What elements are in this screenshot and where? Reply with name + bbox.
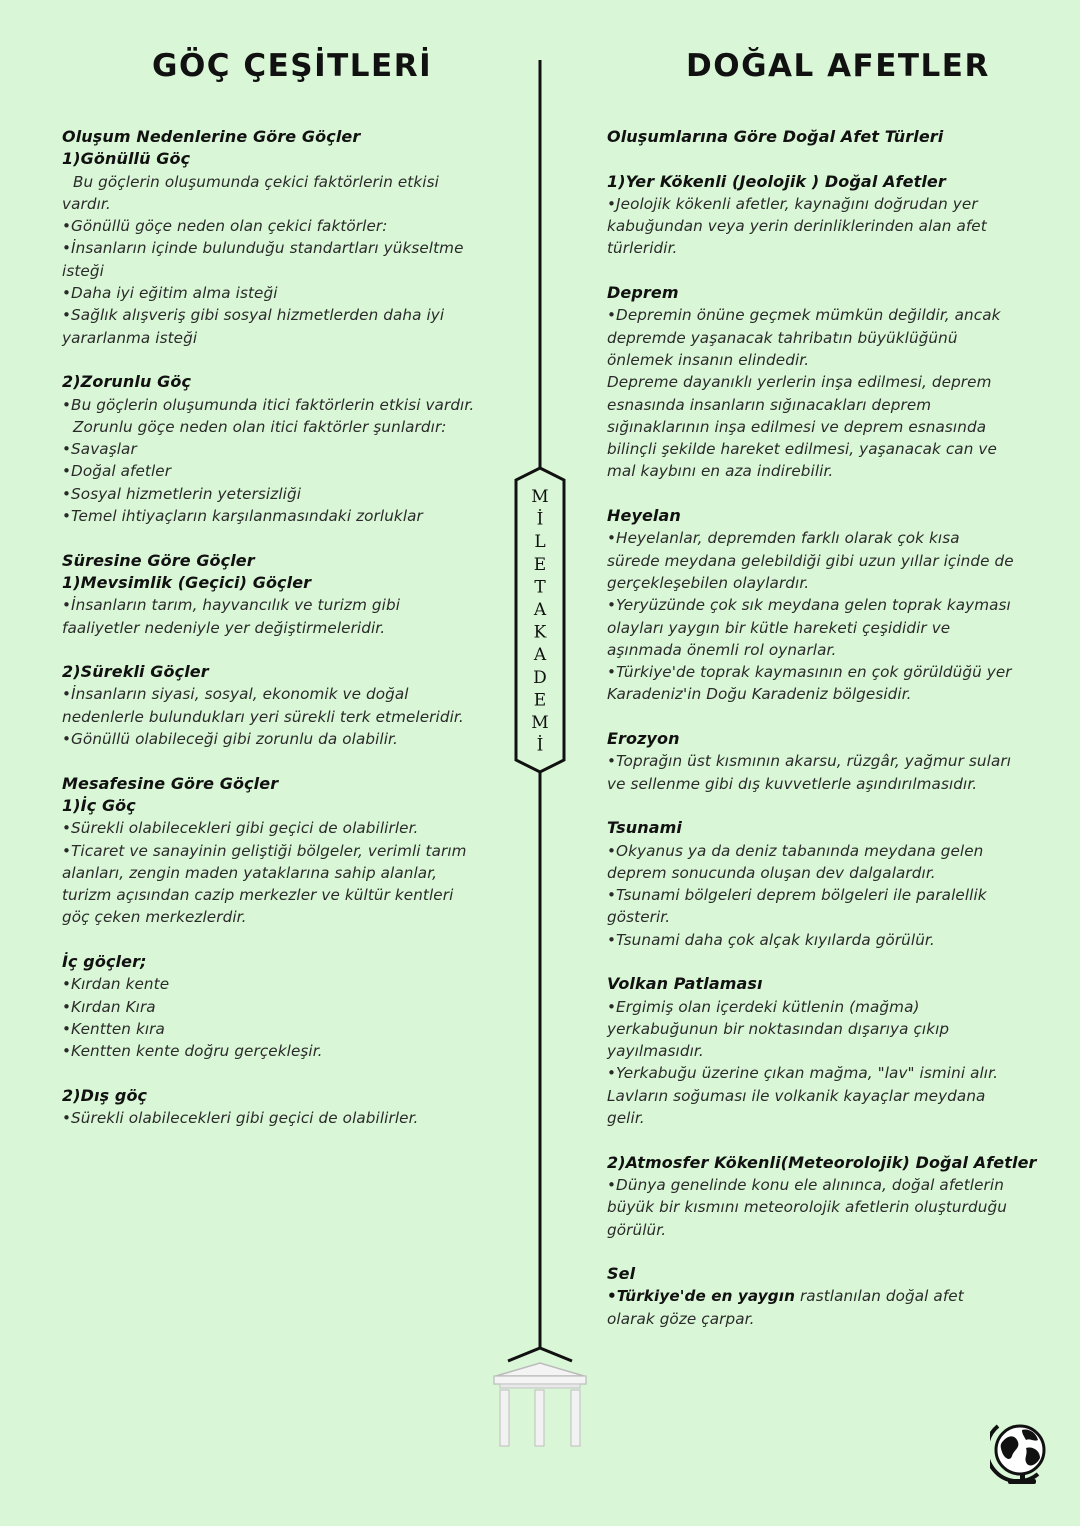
- right-heading: Oluşumlarına Göre Doğal Afet Türleri: [607, 127, 944, 146]
- right-text-line: kabuğundan veya yerin derinliklerinden alan afet: [607, 217, 987, 236]
- right-column-content: [607, 126, 1037, 1330]
- vertical-divider: [490, 58, 590, 1450]
- right-heading: 1)Yer Kökenli (Jeolojik ) Doğal Afetler: [607, 171, 946, 191]
- left-text-line: alanları, zengin maden yataklarına sahip alanlar,: [62, 863, 438, 882]
- right-spacer: [607, 795, 1037, 817]
- left-heading: Mesafesine Göre Göçler: [62, 773, 279, 793]
- left-heading: 2)Zorunlu Göç: [62, 372, 192, 392]
- right-spacer: [607, 148, 1037, 170]
- right-text-line: •Türkiye'de toprak kaymasının en çok görüldüğü yer: [607, 663, 1012, 682]
- right-text-line: Lavların soğuması ile volkanik kayaçlar meydana: [607, 1086, 986, 1105]
- right-text-line: mal kaybını en aza indirebilir.: [607, 462, 834, 481]
- left-heading: İç göçler;: [62, 951, 147, 971]
- left-text-line: •Doğal afetler: [62, 462, 172, 481]
- right-text-line: •Heyelanlar, depremden farklı olarak çok kısa: [607, 529, 960, 548]
- right-column-title: DOĞAL AFETLER: [686, 48, 990, 84]
- right-text-line: Karadeniz'in Doğu Karadeniz bölgesidir.: [607, 685, 912, 704]
- right-text-fragment: rastlanılan doğal afet: [799, 1287, 964, 1306]
- divider-letter: A: [533, 645, 547, 666]
- right-text-line: [607, 1285, 1037, 1307]
- divider-letter: E: [533, 690, 547, 711]
- divider-letter: L: [534, 532, 546, 553]
- left-text-line: •Kırdan kente: [62, 975, 170, 994]
- left-spacer: [62, 750, 502, 772]
- left-spacer: [62, 1062, 502, 1084]
- left-text-line: •Gönüllü göçe neden olan çekici faktörler:: [62, 217, 388, 236]
- right-text-line: bilinçli şekilde hareket edilmesi, yaşanacak can ve: [607, 440, 997, 459]
- left-text-line: •Kentten kente doğru gerçekleşir.: [62, 1042, 323, 1061]
- right-text-line: önlemek insanın elindedir.: [607, 350, 810, 369]
- left-text-line: •Kentten kıra: [62, 1019, 165, 1038]
- divider-letter: D: [533, 667, 547, 688]
- left-text-line: •Daha iyi eğitim alma isteği: [62, 284, 278, 303]
- right-spacer: [607, 951, 1037, 973]
- left-text-line: vardır.: [62, 194, 111, 213]
- right-text-line: •Tsunami bölgeleri deprem bölgeleri ile paralellik: [607, 886, 987, 905]
- right-text-line: aşınmada önemli rol oynarlar.: [607, 640, 837, 659]
- left-text-line: •Bu göçlerin oluşumunda itici faktörlerin etkisi vardır.: [62, 395, 475, 414]
- right-text-line: ve sellenme gibi dış kuvvetlerle aşındırılmasıdır.: [607, 774, 978, 793]
- right-text-line: Depreme dayanıklı yerlerin inşa edilmesi, deprem: [607, 373, 992, 392]
- right-spacer: [607, 260, 1037, 282]
- right-text-line: esnasında insanların sığınacakları deprem: [607, 395, 932, 414]
- left-text-line: •Temel ihtiyaçların karşılanmasındaki zorluklar: [62, 507, 423, 526]
- left-text-line: Zorunlu göçe neden olan itici faktörler şunlardır:: [73, 417, 447, 436]
- globe-icon: [990, 1418, 1054, 1488]
- left-text-line: turizm açısından cazip merkezler ve kültür kentleri: [62, 886, 454, 905]
- right-text-line: olayları yaygın bir kütle hareketi çeşididir ve: [607, 618, 951, 637]
- left-text-line: faaliyetler nedeniyle yer değiştirmeleridir.: [62, 618, 386, 637]
- right-text-line: gösterir.: [607, 908, 671, 927]
- right-text-line: yerkabuğunun bir noktasından dışarıya çıkıp: [607, 1019, 950, 1038]
- right-text-line: yayılmasıdır.: [607, 1042, 704, 1061]
- left-text-line: •Sağlık alışveriş gibi sosyal hizmetlerden daha iyi: [62, 306, 445, 325]
- left-text-line: yararlanma isteği: [62, 328, 198, 347]
- right-heading: Volkan Patlaması: [607, 974, 763, 994]
- left-text-line: •Savaşlar: [62, 440, 137, 459]
- right-text-line: •Depremin önüne geçmek mümkün değildir, ancak: [607, 306, 1001, 325]
- left-heading: 1)Gönüllü Göç: [62, 149, 191, 169]
- divider-letter: M: [531, 487, 549, 507]
- divider-letter: K: [533, 622, 547, 643]
- left-text-line: •Kırdan Kıra: [62, 997, 156, 1016]
- right-text-line: gelir.: [607, 1109, 645, 1128]
- left-text-line: •Sürekli olabilecekleri gibi geçici de olabilirler.: [62, 819, 419, 838]
- right-text-line: gerçekleşebilen olaylardır.: [607, 573, 810, 592]
- divider-letter: A: [533, 600, 547, 620]
- right-heading: Tsunami: [607, 818, 682, 838]
- right-spacer: [607, 483, 1037, 505]
- left-spacer: [62, 639, 502, 661]
- right-text-line: deprem sonucunda oluşan dev dalgalardır.: [607, 863, 936, 882]
- divider-letter: İ: [536, 735, 544, 756]
- right-heading: Heyelan: [607, 506, 681, 526]
- right-text-line: •Yerkabuğu üzerine çıkan mağma, "lav" ismini alır.: [607, 1064, 998, 1083]
- right-text-line: •Yeryüzünde çok sık meydana gelen toprak kayması: [607, 596, 1011, 615]
- right-heading: 2)Atmosfer Kökenli(Meteorolojik) Doğal Afetler: [607, 1152, 1037, 1172]
- left-text-line: isteği: [62, 261, 104, 280]
- left-column-content: [62, 126, 502, 1129]
- divider-letter: İ: [536, 509, 544, 530]
- right-text-line: sığınaklarının inşa edilmesi ve deprem esnasında: [607, 417, 987, 436]
- right-heading: Erozyon: [607, 729, 680, 749]
- temple-icon: [494, 1348, 586, 1446]
- right-text-line: depremde yaşanacak tahribatın büyüklüğünü: [607, 328, 958, 347]
- left-text-line: •İnsanların siyasi, sosyal, ekonomik ve doğal: [62, 685, 409, 704]
- left-heading: 1)İç Göç: [62, 795, 136, 815]
- right-text-line: olarak göze çarpar.: [607, 1309, 755, 1328]
- right-text-line: büyük bir kısmını meteorolojik afetlerin oluşturduğu: [607, 1198, 1007, 1217]
- right-spacer: [607, 706, 1037, 728]
- left-text-line: •Sosyal hizmetlerin yetersizliği: [62, 484, 302, 503]
- right-text-line: sürede meydana gelebildiği gibi uzun yıllar içinde de: [607, 551, 1014, 570]
- left-heading: 1)Mevsimlik (Geçici) Göçler: [62, 572, 312, 592]
- left-heading: 2)Sürekli Göçler: [62, 662, 209, 682]
- left-heading: Oluşum Nedenlerine Göre Göçler: [62, 127, 361, 146]
- right-text-line: görülür.: [607, 1220, 667, 1239]
- divider-letters: [531, 487, 548, 756]
- right-text-line: •Dünya genelinde konu ele alınınca, doğal afetlerin: [607, 1175, 1004, 1194]
- left-text-line: •Gönüllü olabileceği gibi zorunlu da olabilir.: [62, 730, 398, 749]
- left-text-line: göç çeken merkezlerdir.: [62, 908, 247, 927]
- divider-letter: T: [534, 577, 546, 598]
- right-text-line: •Ergimiş olan içerdeki kütlenin (mağma): [607, 997, 920, 1016]
- left-text-line: Bu göçlerin oluşumunda çekici faktörlerin etkisi: [73, 172, 439, 191]
- left-heading: 2)Dış göç: [62, 1085, 148, 1105]
- right-text-line: •Okyanus ya da deniz tabanında meydana gelen: [607, 841, 984, 860]
- right-heading: Deprem: [607, 283, 679, 303]
- left-text-line: nedenlerle bulundukları yeri sürekli terk etmeleridir.: [62, 707, 464, 726]
- right-text-line: •Toprağın üst kısmının akarsu, rüzgâr, yağmur suları: [607, 752, 1012, 771]
- right-spacer: [607, 1129, 1037, 1151]
- right-text-line: türleridir.: [607, 239, 678, 258]
- left-spacer: [62, 349, 502, 371]
- right-text-line: •Jeolojik kökenli afetler, kaynağını doğrudan yer: [607, 194, 978, 213]
- left-text-line: •Ticaret ve sanayinin geliştiği bölgeler, verimli tarım: [62, 841, 467, 860]
- right-spacer: [607, 1241, 1037, 1263]
- left-text-line: •İnsanların tarım, hayvancılık ve turizm gibi: [62, 596, 401, 615]
- left-spacer: [62, 527, 502, 549]
- left-column-title: GÖÇ ÇEŞİTLERİ: [152, 48, 433, 84]
- left-text-line: •Sürekli olabilecekleri gibi geçici de olabilirler.: [62, 1109, 419, 1128]
- divider-letter: E: [533, 554, 547, 575]
- left-spacer: [62, 929, 502, 951]
- right-bold-phrase: •Türkiye'de en yaygın: [607, 1287, 795, 1306]
- right-heading: Sel: [607, 1264, 636, 1284]
- left-heading: Süresine Göre Göçler: [62, 550, 255, 570]
- divider-letter: M: [531, 713, 549, 733]
- right-text-line: •Tsunami daha çok alçak kıyılarda görülür.: [607, 930, 935, 949]
- left-text-line: •İnsanların içinde bulunduğu standartları yükseltme: [62, 239, 464, 258]
